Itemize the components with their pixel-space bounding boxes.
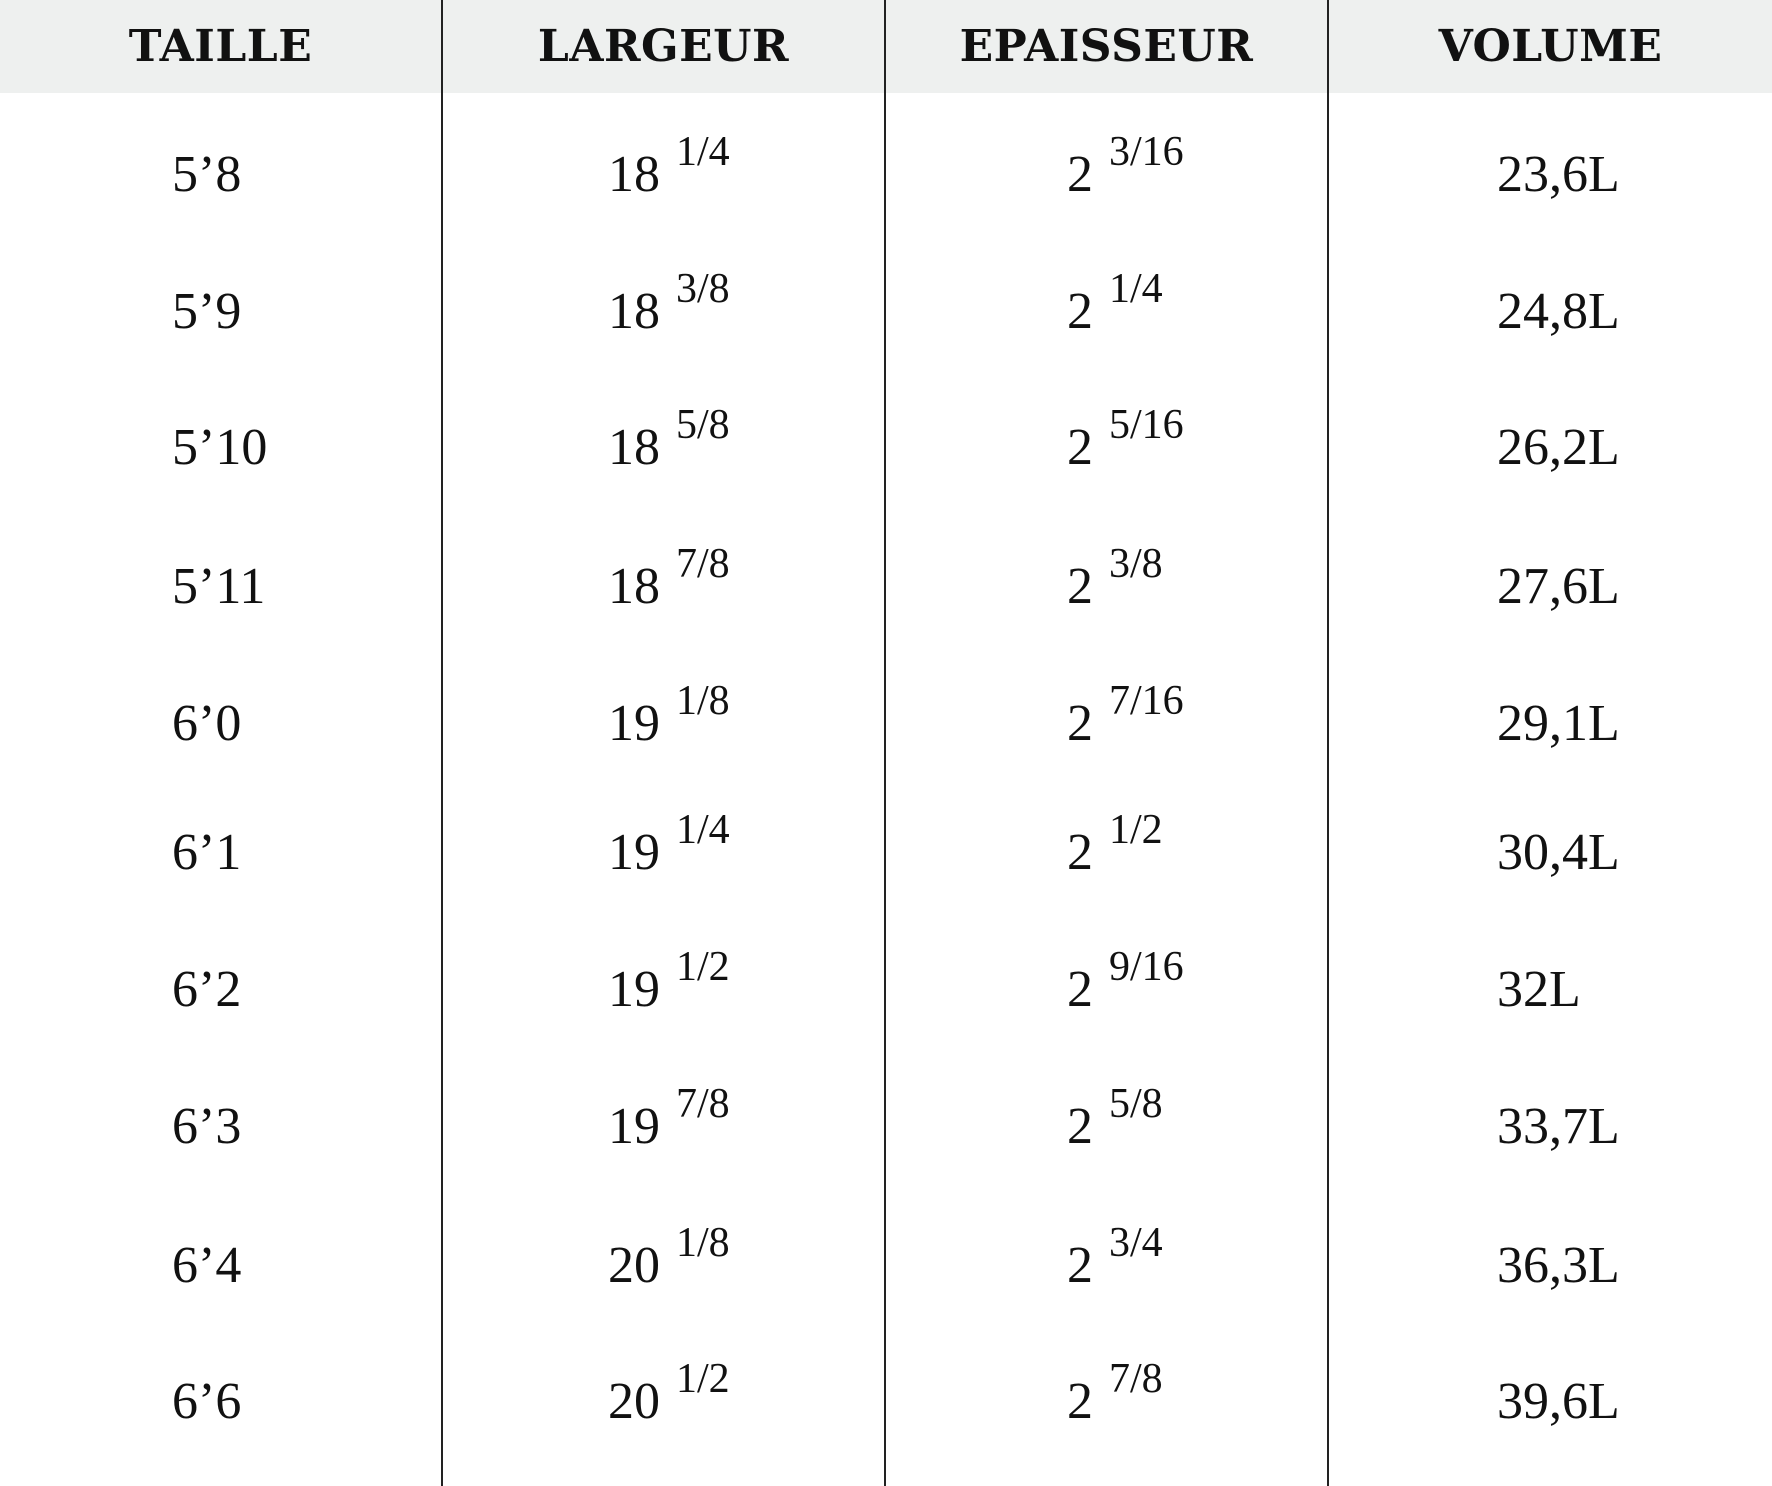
cell-taille: 5’9 <box>172 283 242 340</box>
cell-largeur <box>608 129 730 215</box>
largeur-integer: 18 <box>608 558 660 615</box>
largeur-fraction: 1/4 <box>676 129 730 175</box>
header-epaisseur: EPAISSEUR <box>959 21 1254 72</box>
largeur-integer: 18 <box>608 146 660 203</box>
epaisseur-integer: 2 <box>1067 695 1093 752</box>
epaisseur-integer: 2 <box>1067 1373 1093 1430</box>
header-largeur: LARGEUR <box>537 21 790 72</box>
header-taille: TAILLE <box>128 21 313 72</box>
cell-volume: 30,4L <box>1497 824 1620 881</box>
largeur-integer: 19 <box>608 695 660 752</box>
cell-epaisseur <box>1067 266 1163 352</box>
epaisseur-fraction: 7/8 <box>1109 1356 1163 1402</box>
largeur-fraction: 1/8 <box>676 1220 730 1266</box>
cell-epaisseur <box>1067 129 1184 215</box>
largeur-fraction: 7/8 <box>676 541 730 587</box>
cell-taille: 5’10 <box>172 419 268 476</box>
cell-epaisseur <box>1067 1356 1163 1442</box>
largeur-integer: 20 <box>608 1237 660 1294</box>
cell-epaisseur <box>1067 678 1184 764</box>
epaisseur-fraction: 3/4 <box>1109 1220 1163 1266</box>
header-volume: VOLUME <box>1438 21 1663 72</box>
cell-largeur <box>608 541 730 627</box>
cell-epaisseur <box>1067 944 1184 1030</box>
cell-taille: 5’11 <box>172 558 266 615</box>
cell-volume: 36,3L <box>1497 1237 1620 1294</box>
largeur-fraction: 1/2 <box>676 1356 730 1402</box>
epaisseur-integer: 2 <box>1067 283 1093 340</box>
cell-volume: 29,1L <box>1497 695 1620 752</box>
cell-epaisseur <box>1067 1220 1163 1306</box>
cell-largeur <box>608 1081 730 1167</box>
epaisseur-integer: 2 <box>1067 1098 1093 1155</box>
largeur-integer: 18 <box>608 419 660 476</box>
column-divider <box>884 0 886 1486</box>
cell-taille: 6’3 <box>172 1098 242 1155</box>
epaisseur-integer: 2 <box>1067 558 1093 615</box>
cell-largeur <box>608 266 730 352</box>
epaisseur-fraction: 9/16 <box>1109 944 1184 990</box>
largeur-fraction: 5/8 <box>676 402 730 448</box>
cell-volume: 24,8L <box>1497 283 1620 340</box>
cell-taille: 6’0 <box>172 695 242 752</box>
cell-volume: 23,6L <box>1497 146 1620 203</box>
largeur-fraction: 1/4 <box>676 807 730 853</box>
largeur-fraction: 1/8 <box>676 678 730 724</box>
cell-epaisseur <box>1067 541 1163 627</box>
cell-largeur <box>608 807 730 893</box>
column-divider <box>1327 0 1329 1486</box>
table-header <box>0 0 1772 93</box>
cell-largeur <box>608 1220 730 1306</box>
epaisseur-integer: 2 <box>1067 419 1093 476</box>
epaisseur-fraction: 3/8 <box>1109 541 1163 587</box>
cell-largeur <box>608 678 730 764</box>
cell-volume: 39,6L <box>1497 1373 1620 1430</box>
largeur-integer: 19 <box>608 824 660 881</box>
epaisseur-integer: 2 <box>1067 961 1093 1018</box>
cell-epaisseur <box>1067 1081 1163 1167</box>
cell-volume: 33,7L <box>1497 1098 1620 1155</box>
epaisseur-fraction: 1/2 <box>1109 807 1163 853</box>
cell-epaisseur <box>1067 402 1184 488</box>
cell-taille: 6’4 <box>172 1237 242 1294</box>
epaisseur-fraction: 5/8 <box>1109 1081 1163 1127</box>
largeur-fraction: 7/8 <box>676 1081 730 1127</box>
epaisseur-integer: 2 <box>1067 824 1093 881</box>
cell-volume: 32L <box>1497 961 1581 1018</box>
largeur-fraction: 3/8 <box>676 266 730 312</box>
cell-largeur <box>608 944 730 1030</box>
largeur-fraction: 1/2 <box>676 944 730 990</box>
cell-largeur <box>608 1356 730 1442</box>
epaisseur-integer: 2 <box>1067 146 1093 203</box>
cell-largeur <box>608 402 730 488</box>
cell-taille: 6’6 <box>172 1373 242 1430</box>
epaisseur-fraction: 5/16 <box>1109 402 1184 448</box>
largeur-integer: 19 <box>608 1098 660 1155</box>
epaisseur-integer: 2 <box>1067 1237 1093 1294</box>
epaisseur-fraction: 7/16 <box>1109 678 1184 724</box>
cell-taille: 5’8 <box>172 146 242 203</box>
cell-volume: 26,2L <box>1497 419 1620 476</box>
column-divider <box>441 0 443 1486</box>
cell-volume: 27,6L <box>1497 558 1620 615</box>
epaisseur-fraction: 1/4 <box>1109 266 1163 312</box>
cell-taille: 6’1 <box>172 824 242 881</box>
cell-epaisseur <box>1067 807 1163 893</box>
epaisseur-fraction: 3/16 <box>1109 129 1184 175</box>
largeur-integer: 18 <box>608 283 660 340</box>
cell-taille: 6’2 <box>172 961 242 1018</box>
largeur-integer: 19 <box>608 961 660 1018</box>
largeur-integer: 20 <box>608 1373 660 1430</box>
